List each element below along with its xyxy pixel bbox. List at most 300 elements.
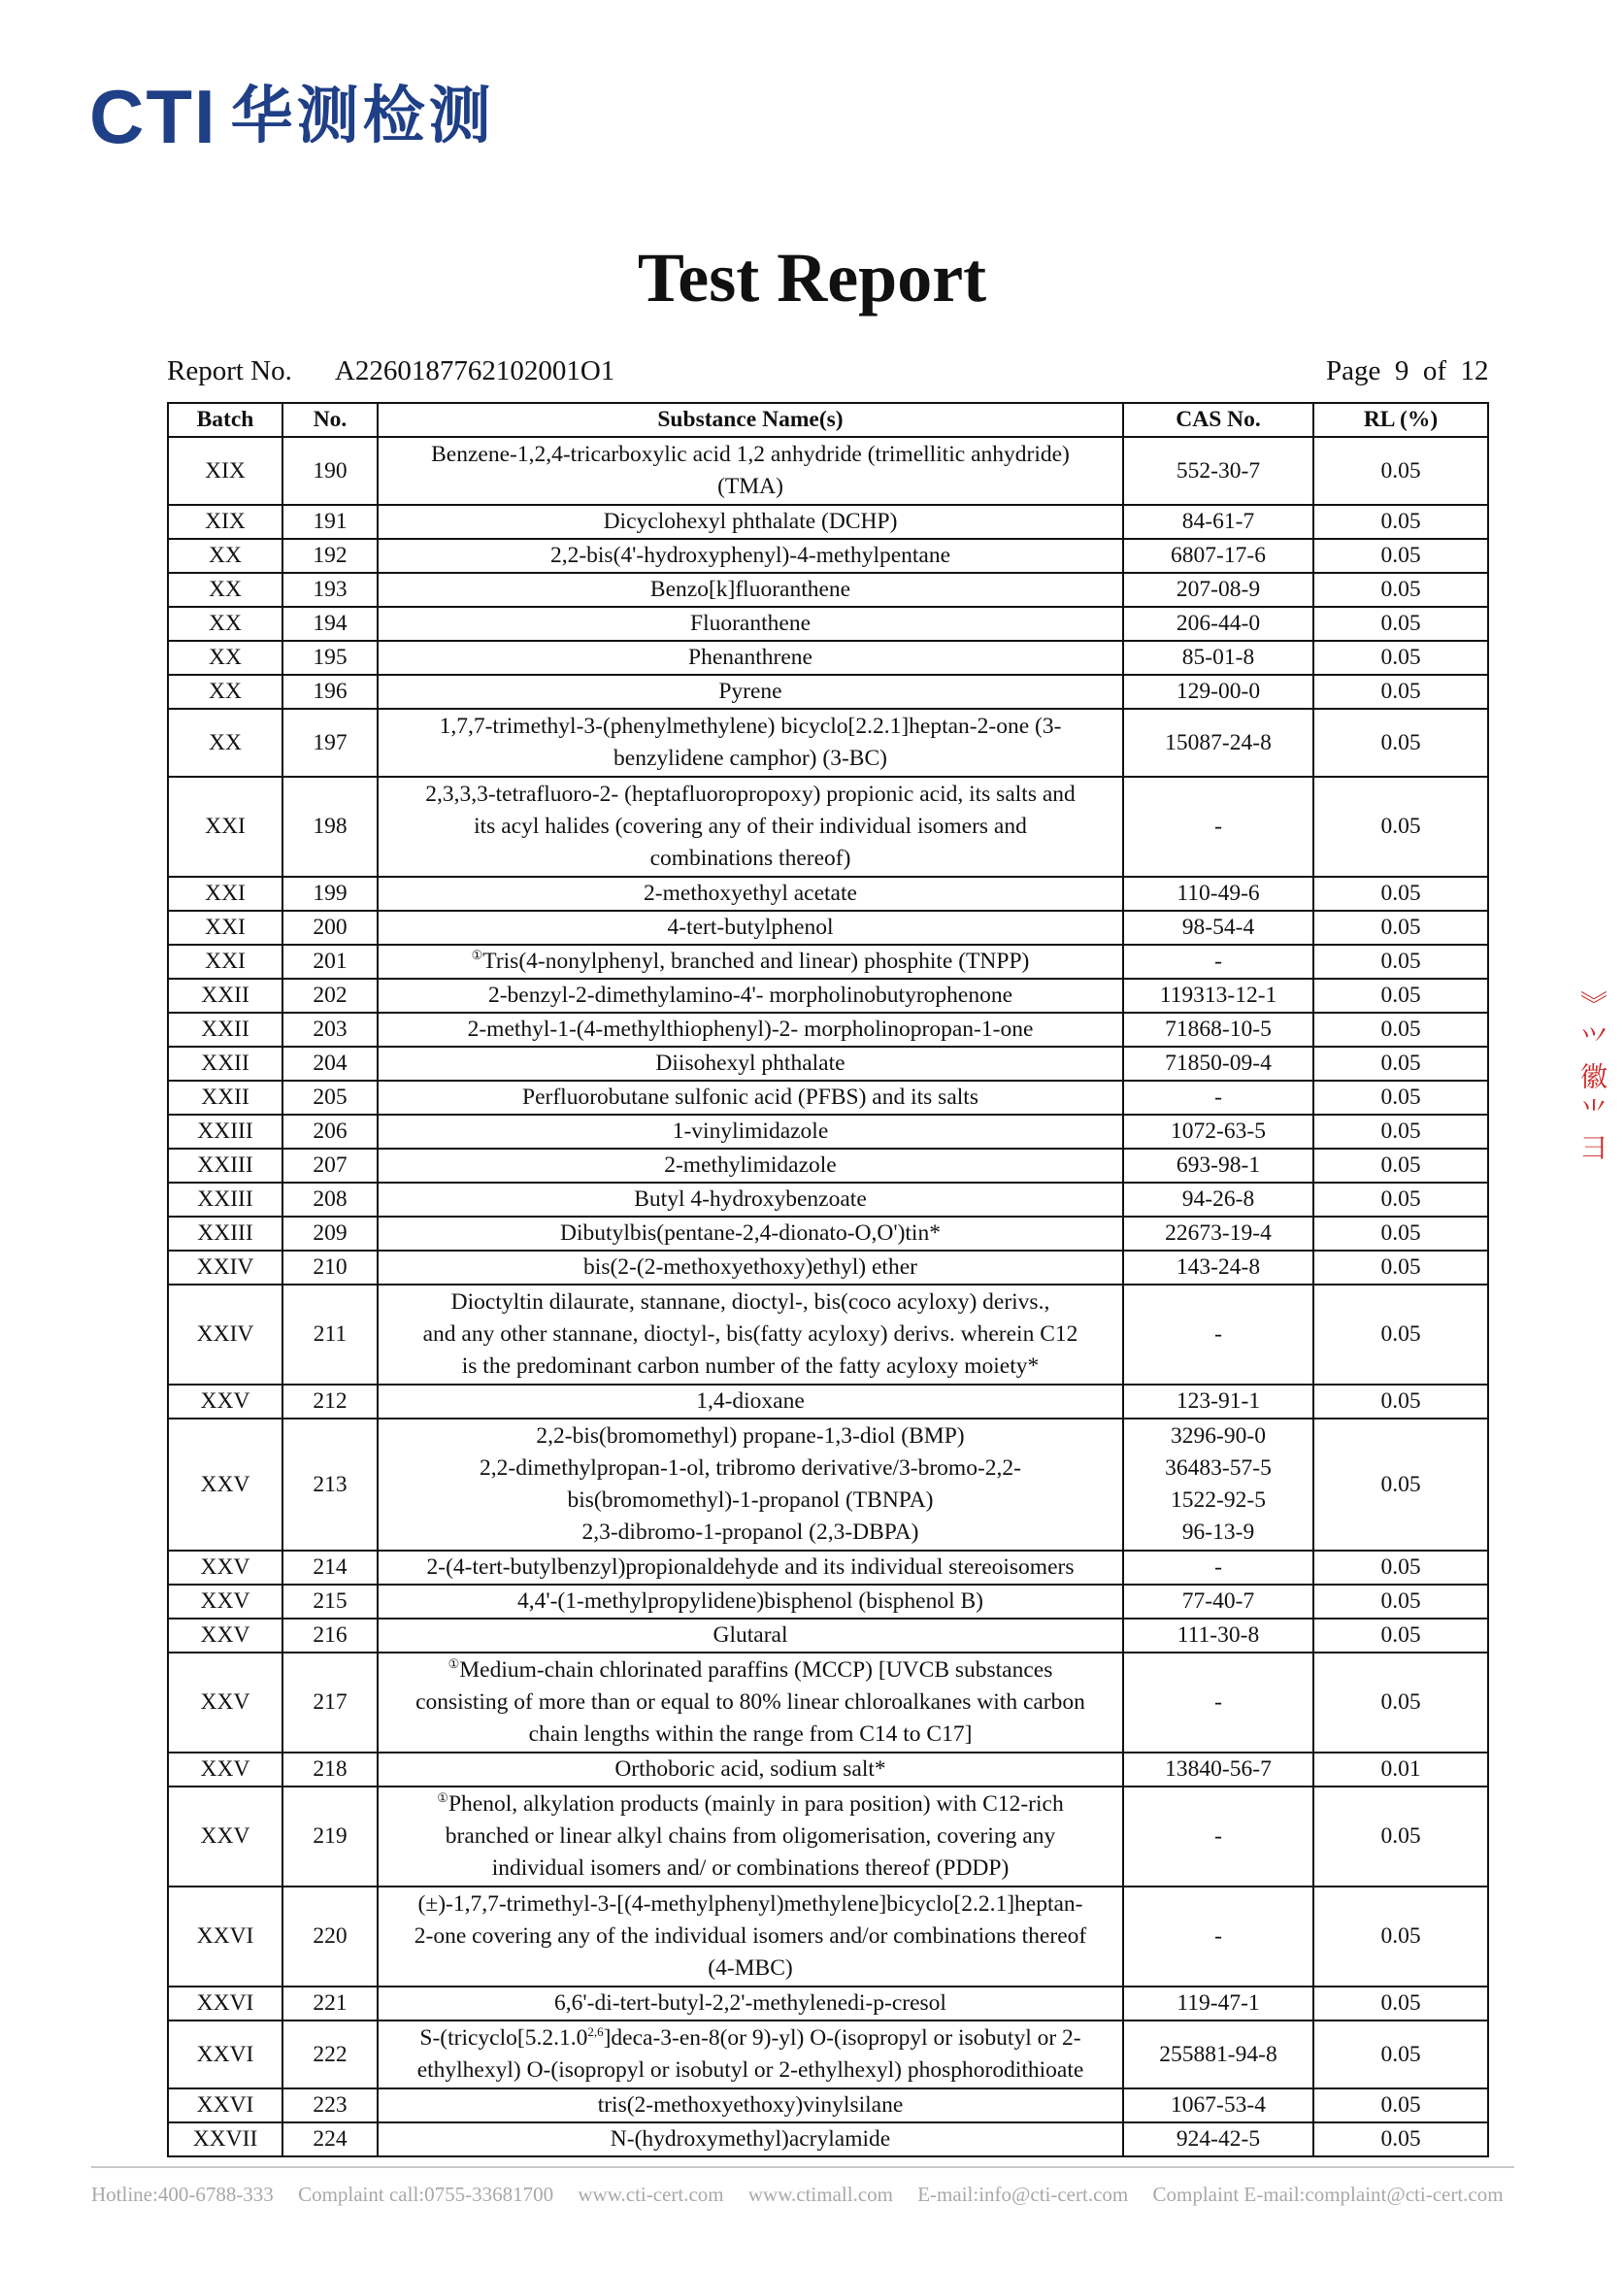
cell-no: 191	[282, 505, 378, 539]
cell-rl: 0.05	[1313, 777, 1488, 877]
table-row	[168, 777, 1488, 877]
table-row	[168, 1653, 1488, 1753]
cell-no: 213	[282, 1419, 378, 1551]
cell-rl: 0.05	[1313, 1585, 1488, 1619]
substance-text: tris(2-methoxyethoxy)vinylsilane	[597, 2092, 904, 2118]
substance-text: 2-methoxyethyl acetate	[644, 881, 857, 906]
cell-cas	[1123, 1585, 1313, 1619]
cas-value: -	[1214, 949, 1222, 974]
table-row	[168, 1081, 1488, 1115]
footer-mall: www.ctimall.com	[747, 2183, 893, 2206]
cas-value: 84-61-7	[1181, 509, 1255, 534]
substance-line	[384, 2089, 1116, 2121]
cell-substance	[378, 1585, 1123, 1619]
cell-cas	[1123, 2122, 1313, 2156]
cell-no: 215	[282, 1585, 378, 1619]
table-row	[168, 1419, 1488, 1551]
footer-complaint-call: Complaint call:0755-33681700	[298, 2183, 554, 2206]
table-row	[168, 1285, 1488, 1385]
page-title: Test Report	[637, 239, 987, 317]
cell-rl: 0.05	[1313, 2088, 1488, 2122]
cell-substance	[378, 1217, 1123, 1251]
cell-substance	[378, 505, 1123, 539]
substance-text: is the predominant carbon number of the fatty acyloxy moiety*	[461, 1353, 1040, 1379]
cell-rl: 0.05	[1313, 2021, 1488, 2088]
table-row	[168, 573, 1488, 607]
cell-no: 221	[282, 1987, 378, 2021]
cell-substance	[378, 877, 1123, 911]
cas-value: 3296-90-0	[1171, 1423, 1266, 1449]
cell-no: 192	[282, 539, 378, 573]
superscript: 2,6	[587, 2024, 604, 2040]
table-row	[168, 709, 1488, 777]
cell-substance	[378, 1653, 1123, 1753]
table-row	[168, 1385, 1488, 1419]
cas-value: -	[1214, 1689, 1222, 1715]
cell-batch: XXI	[168, 945, 282, 979]
cell-substance	[378, 1987, 1123, 2021]
substance-text: Perfluorobutane sulfonic acid (PFBS) and its salts	[522, 1085, 978, 1110]
substance-text: 2-one covering any of the individual isomers and/or combinations thereof	[414, 1923, 1087, 1949]
report-no-label: Report No.	[167, 355, 292, 386]
cell-substance	[378, 2021, 1123, 2088]
cell-cas	[1123, 1887, 1313, 1987]
table-row	[168, 1987, 1488, 2021]
substance-line	[384, 1386, 1116, 1418]
cas-value: 206-44-0	[1176, 611, 1261, 636]
cell-substance	[378, 2088, 1123, 2122]
substance-text: Phenol, alkylation products (mainly in para position) with C12-rich	[447, 1791, 1064, 1817]
cell-batch: XXV	[168, 1787, 282, 1887]
cell-batch: XX	[168, 641, 282, 675]
substance-text: Diisohexyl phthalate	[655, 1051, 845, 1076]
cas-value: 110-49-6	[1177, 881, 1260, 906]
cell-batch: XXVI	[168, 1887, 282, 1987]
cell-rl: 0.05	[1313, 1251, 1488, 1285]
table-row	[168, 2021, 1488, 2088]
cell-batch: XXIV	[168, 1285, 282, 1385]
table-row	[168, 505, 1488, 539]
substance-line	[384, 1953, 1116, 1985]
cell-batch: XXII	[168, 1047, 282, 1081]
cell-no: 224	[282, 2122, 378, 2156]
cas-value: 15087-24-8	[1165, 729, 1272, 755]
substance-text: 2,3-dibromo-1-propanol (2,3-DBPA)	[581, 1520, 919, 1545]
substance-line	[384, 1820, 1116, 1853]
cell-no: 199	[282, 877, 378, 911]
cell-no: 220	[282, 1887, 378, 1987]
cell-no: 205	[282, 1081, 378, 1115]
table-row	[168, 2088, 1488, 2122]
cas-value: 94-26-8	[1181, 1186, 1255, 1212]
cell-batch: XXVI	[168, 2088, 282, 2122]
substance-text: 1,7,7-trimethyl-3-(phenylmethylene) bicyclo[2.2.1]heptan-2-one (3-	[439, 714, 1062, 739]
cell-batch: XXV	[168, 1753, 282, 1787]
table-row	[168, 1251, 1488, 1285]
cell-cas	[1123, 2021, 1313, 2088]
substance-line	[384, 2022, 1116, 2054]
cell-substance	[378, 1149, 1123, 1183]
cell-no: 206	[282, 1115, 378, 1149]
substance-line	[384, 506, 1116, 538]
cell-batch: XX	[168, 709, 282, 777]
cell-batch: XXV	[168, 1585, 282, 1619]
cell-cas	[1123, 1385, 1313, 1419]
substance-text: Dicyclohexyl phthalate (DCHP)	[603, 509, 898, 534]
cell-no: 193	[282, 573, 378, 607]
cell-batch: XX	[168, 573, 282, 607]
substance-line	[384, 1788, 1116, 1820]
substance-line	[384, 711, 1116, 743]
substance-text: Benzo[k]fluoranthene	[649, 577, 851, 602]
substance-line	[384, 980, 1116, 1012]
substance-line	[384, 1888, 1116, 1920]
substance-text: Orthoboric acid, sodium salt*	[614, 1756, 886, 1782]
substance-text: 2,3,3,3-tetrafluoro-2- (heptafluoropropoxy) propionic acid, its salts and	[425, 782, 1076, 807]
cell-rl: 0.05	[1313, 1217, 1488, 1251]
table-row	[168, 945, 1488, 979]
substance-text: 2,2-dimethylpropan-1-ol, tribromo derivative/3-bromo-2,2-	[480, 1455, 1021, 1481]
substance-text: (TMA)	[717, 474, 783, 499]
substance-table	[167, 402, 1489, 2157]
substance-text: N-(hydroxymethyl)acrylamide	[610, 2126, 891, 2152]
cas-value: 13840-56-7	[1165, 1756, 1272, 1782]
cell-no: 207	[282, 1149, 378, 1183]
cell-rl: 0.05	[1313, 641, 1488, 675]
cell-rl: 0.05	[1313, 911, 1488, 945]
substance-text: Dibutylbis(pentane-2,4-dionato-O,O')tin*	[560, 1220, 941, 1246]
table-row	[168, 1013, 1488, 1047]
table-row	[168, 1149, 1488, 1183]
cell-cas	[1123, 709, 1313, 777]
substance-line	[384, 843, 1116, 875]
table-row	[168, 539, 1488, 573]
substance-text: its acyl halides (covering any of their individual isomers and	[474, 814, 1027, 839]
substance-line	[384, 1286, 1116, 1319]
cell-no: 211	[282, 1285, 378, 1385]
substance-text: Pyrene	[718, 679, 782, 704]
cas-value: 6807-17-6	[1171, 543, 1266, 568]
footer-email: E-mail:info@cti-cert.com	[917, 2183, 1129, 2206]
report-no-value: A2260187762102001O1	[334, 355, 615, 386]
substance-text: Dioctyltin dilaurate, stannane, dioctyl-, bis(coco acyloxy) derivs.,	[450, 1289, 1050, 1315]
cell-batch: XXI	[168, 911, 282, 945]
logo-chinese-text: 华测检测	[230, 81, 495, 152]
cell-cas	[1123, 2088, 1313, 2122]
cas-value: 36483-57-5	[1165, 1455, 1272, 1481]
substance-text: ]deca-3-en-8(or 9)-yl) O-(isopropyl or isobutyl or 2-	[603, 2025, 1081, 2051]
cell-rl: 0.05	[1313, 1887, 1488, 1987]
cell-cas	[1123, 911, 1313, 945]
cell-substance	[378, 1787, 1123, 1887]
cas-value: 129-00-0	[1176, 679, 1261, 704]
cas-value: -	[1214, 1554, 1222, 1580]
substance-line	[384, 1252, 1116, 1284]
page-indicator: Page 9 of 12	[1326, 355, 1489, 386]
cell-cas	[1123, 1115, 1313, 1149]
substance-text: S-(tricyclo[5.2.1.0	[419, 2025, 588, 2051]
cell-no: 209	[282, 1217, 378, 1251]
substance-line	[384, 1453, 1116, 1485]
cell-no: 208	[282, 1183, 378, 1217]
substance-text: (±)-1,7,7-trimethyl-3-[(4-methylphenyl)methylene]bicyclo[2.2.1]heptan-	[417, 1891, 1083, 1917]
table-row	[168, 1619, 1488, 1653]
cell-rl: 0.05	[1313, 1183, 1488, 1217]
cas-value: 143-24-8	[1176, 1254, 1261, 1280]
cell-substance	[378, 437, 1123, 505]
cell-cas	[1123, 979, 1313, 1013]
cell-substance	[378, 1619, 1123, 1653]
cell-substance	[378, 2122, 1123, 2156]
substance-line	[384, 743, 1116, 775]
footer-website: www.cti-cert.com	[578, 2183, 724, 2206]
cell-no: 202	[282, 979, 378, 1013]
substance-line	[384, 1719, 1116, 1751]
cell-cas	[1123, 1619, 1313, 1653]
substance-text: bis(bromomethyl)-1-propanol (TBNPA)	[567, 1487, 934, 1513]
cell-cas	[1123, 1081, 1313, 1115]
substance-text: and any other stannane, dioctyl-, bis(fatty acyloxy) derivs. wherein C12	[422, 1321, 1078, 1347]
cell-rl: 0.05	[1313, 1081, 1488, 1115]
footnote-marker: ①	[447, 1656, 460, 1672]
cell-no: 203	[282, 1013, 378, 1047]
cell-substance	[378, 1285, 1123, 1385]
substance-text: bis(2-(2-methoxyethoxy)ethyl) ether	[583, 1254, 917, 1280]
table-row	[168, 1183, 1488, 1217]
cell-no: 223	[282, 2088, 378, 2122]
substance-line	[384, 1485, 1116, 1517]
cell-no: 200	[282, 911, 378, 945]
substance-text: 6,6'-di-tert-butyl-2,2'-methylenedi-p-cresol	[554, 1990, 946, 2016]
substance-text: Benzene-1,2,4-tricarboxylic acid 1,2 anhydride (trimellitic anhydride)	[431, 442, 1070, 467]
company-logo	[89, 68, 495, 165]
cell-rl: 0.05	[1313, 877, 1488, 911]
cell-batch: XXIII	[168, 1149, 282, 1183]
substance-line	[384, 1351, 1116, 1383]
cas-value: 552-30-7	[1176, 457, 1261, 484]
cell-batch: XX	[168, 675, 282, 709]
cell-cas	[1123, 607, 1313, 641]
table-row	[168, 1787, 1488, 1887]
substance-line	[384, 946, 1116, 978]
cell-substance	[378, 607, 1123, 641]
partial-stamp-mark: 》 ⺍ 徽 ⺌ ⺕	[1576, 990, 1608, 1161]
substance-text: 2-benzyl-2-dimethylamino-4'- morpholinobutyrophenone	[487, 983, 1013, 1008]
substance-line	[384, 1987, 1116, 2020]
cell-substance	[378, 1183, 1123, 1217]
cell-rl: 0.05	[1313, 607, 1488, 641]
header-rl: RL (%)	[1313, 403, 1488, 437]
substance-line	[384, 878, 1116, 910]
substance-line	[384, 2123, 1116, 2155]
cell-no: 194	[282, 607, 378, 641]
substance-text: branched or linear alkyl chains from oligomerisation, covering any	[445, 1823, 1056, 1849]
substance-text: consisting of more than or equal to 80% linear chloroalkanes with carbon	[415, 1689, 1085, 1715]
cell-cas	[1123, 1753, 1313, 1787]
cas-value: 123-91-1	[1176, 1388, 1261, 1414]
cas-value: 1067-53-4	[1171, 2092, 1266, 2118]
substance-line	[384, 1853, 1116, 1885]
cas-value: -	[1214, 1085, 1222, 1110]
cell-cas	[1123, 1787, 1313, 1887]
substance-line	[384, 1620, 1116, 1652]
substance-line	[384, 439, 1116, 471]
cell-substance	[378, 709, 1123, 777]
cell-no: 198	[282, 777, 378, 877]
substance-text: 2,2-bis(4'-hydroxyphenyl)-4-methylpentane	[549, 543, 951, 568]
cas-value: -	[1214, 1321, 1222, 1347]
footnote-marker: ①	[471, 948, 483, 963]
cell-substance	[378, 945, 1123, 979]
cell-cas	[1123, 641, 1313, 675]
cell-substance	[378, 777, 1123, 877]
cell-no: 222	[282, 2021, 378, 2088]
cell-substance	[378, 1887, 1123, 1987]
table-row	[168, 1047, 1488, 1081]
cas-value: 119-47-1	[1177, 1990, 1260, 2016]
substance-text: Butyl 4-hydroxybenzoate	[634, 1186, 867, 1212]
cell-rl: 0.05	[1313, 1653, 1488, 1753]
cas-value: 77-40-7	[1181, 1588, 1255, 1614]
substance-line	[384, 1184, 1116, 1216]
substance-text: 2-methyl-1-(4-methylthiophenyl)-2- morpholinopropan-1-one	[467, 1017, 1034, 1042]
cell-substance	[378, 1013, 1123, 1047]
substance-text: (4-MBC)	[708, 1955, 793, 1981]
cell-substance	[378, 1081, 1123, 1115]
cas-value: 1522-92-5	[1171, 1487, 1266, 1513]
substance-text: 2-methylimidazole	[664, 1152, 837, 1178]
cell-rl: 0.05	[1313, 1285, 1488, 1385]
cell-batch: XXVI	[168, 2021, 282, 2088]
cell-rl: 0.05	[1313, 979, 1488, 1013]
footer-divider	[91, 2166, 1514, 2168]
cell-substance	[378, 1753, 1123, 1787]
cell-rl: 0.05	[1313, 1987, 1488, 2021]
cas-value: 693-98-1	[1176, 1152, 1261, 1178]
cell-rl: 0.05	[1313, 945, 1488, 979]
substance-line	[384, 1319, 1116, 1351]
cell-rl: 0.05	[1313, 2122, 1488, 2156]
header-cas: CAS No.	[1123, 403, 1313, 437]
cell-substance	[378, 641, 1123, 675]
cell-batch: XXII	[168, 1013, 282, 1047]
substance-line	[384, 540, 1116, 572]
cell-cas	[1123, 1013, 1313, 1047]
substance-line	[384, 471, 1116, 503]
cell-substance	[378, 1251, 1123, 1285]
cell-no: 195	[282, 641, 378, 675]
cell-no: 210	[282, 1251, 378, 1285]
cell-rl: 0.05	[1313, 1013, 1488, 1047]
cell-cas	[1123, 1653, 1313, 1753]
substance-line	[384, 1048, 1116, 1080]
substance-line	[384, 779, 1116, 811]
cell-rl: 0.05	[1313, 437, 1488, 505]
cas-value: -	[1214, 814, 1222, 839]
cell-cas	[1123, 1183, 1313, 1217]
table-header-row	[168, 403, 1488, 437]
cell-cas	[1123, 945, 1313, 979]
cell-rl: 0.05	[1313, 1551, 1488, 1585]
substance-line	[384, 1150, 1116, 1182]
substance-line	[384, 1116, 1116, 1148]
substance-line	[384, 1082, 1116, 1114]
substance-line	[384, 1517, 1116, 1549]
table-row	[168, 2122, 1488, 2156]
substance-line	[384, 1654, 1116, 1687]
cell-cas	[1123, 1217, 1313, 1251]
table-row	[168, 911, 1488, 945]
cell-cas	[1123, 1047, 1313, 1081]
substance-line	[384, 1014, 1116, 1046]
cell-substance	[378, 911, 1123, 945]
cell-batch: XX	[168, 607, 282, 641]
cell-rl: 0.05	[1313, 675, 1488, 709]
cell-cas	[1123, 539, 1313, 573]
substance-text: Glutaral	[713, 1622, 788, 1648]
header-no: No.	[282, 403, 378, 437]
table-row	[168, 1887, 1488, 1987]
cell-substance	[378, 675, 1123, 709]
substance-text: 1,4-dioxane	[696, 1388, 805, 1414]
substance-line	[384, 1586, 1116, 1618]
table-row	[168, 1753, 1488, 1787]
table-row	[168, 437, 1488, 505]
cell-batch: XXV	[168, 1551, 282, 1585]
cell-cas	[1123, 1285, 1313, 1385]
cas-value: -	[1214, 1823, 1222, 1849]
substance-text: 4-tert-butylphenol	[667, 915, 834, 940]
substance-text: 2-(4-tert-butylbenzyl)propionaldehyde and its individual stereoisomers	[426, 1554, 1075, 1580]
cell-substance	[378, 979, 1123, 1013]
table-row	[168, 877, 1488, 911]
cell-no: 196	[282, 675, 378, 709]
cell-substance	[378, 1551, 1123, 1585]
table-row	[168, 1115, 1488, 1149]
substance-text: combinations thereof)	[649, 846, 851, 871]
cell-cas	[1123, 1987, 1313, 2021]
cell-batch: XXV	[168, 1619, 282, 1653]
substance-text: 2,2-bis(bromomethyl) propane-1,3-diol (BMP)	[536, 1423, 965, 1449]
table-row	[168, 1585, 1488, 1619]
cell-cas	[1123, 1149, 1313, 1183]
table-row	[168, 607, 1488, 641]
substance-text: 1-vinylimidazole	[672, 1119, 829, 1144]
substance-line	[384, 1218, 1116, 1250]
cell-no: 217	[282, 1653, 378, 1753]
substance-text: 4,4'-(1-methylpropylidene)bisphenol (bisphenol B)	[516, 1588, 984, 1614]
cell-cas	[1123, 1251, 1313, 1285]
cell-substance	[378, 1047, 1123, 1081]
header-substance: Substance Name(s)	[378, 403, 1123, 437]
cell-rl: 0.01	[1313, 1753, 1488, 1787]
cell-no: 218	[282, 1753, 378, 1787]
substance-text: Medium-chain chlorinated paraffins (MCCP) [UVCB substances	[459, 1657, 1053, 1683]
substance-line	[384, 1753, 1116, 1786]
substance-line	[384, 608, 1116, 640]
substance-line	[384, 1687, 1116, 1719]
logo-cti-text: CTI	[89, 74, 217, 159]
substance-text: individual isomers and/ or combinations thereof (PDDP)	[491, 1855, 1010, 1881]
substance-line	[384, 642, 1116, 674]
cas-value: 111-30-8	[1177, 1622, 1260, 1648]
cell-rl: 0.05	[1313, 1787, 1488, 1887]
cell-batch: XXII	[168, 979, 282, 1013]
cell-cas	[1123, 1419, 1313, 1551]
cell-no: 214	[282, 1551, 378, 1585]
cell-cas	[1123, 675, 1313, 709]
cell-batch: XXIV	[168, 1251, 282, 1285]
